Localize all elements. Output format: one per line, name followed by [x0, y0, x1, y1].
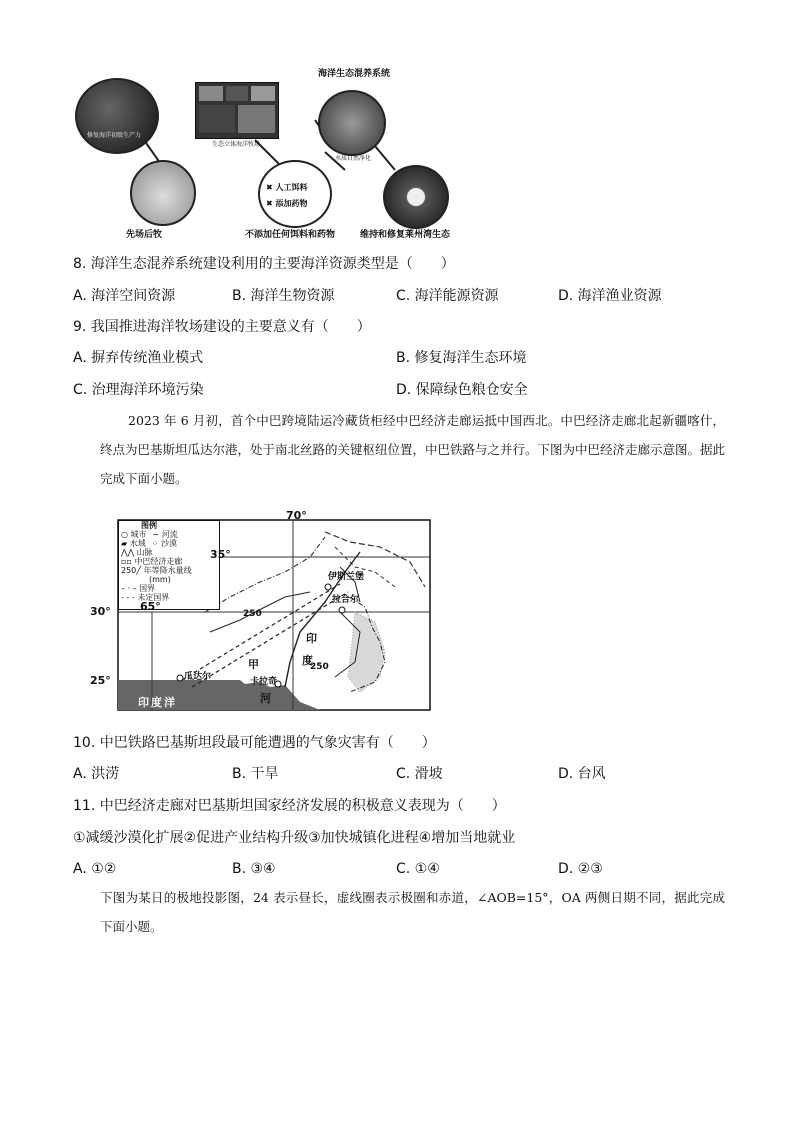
question-10-option-a: A. 洪涝	[73, 766, 120, 782]
cpec-map	[90, 509, 435, 712]
question-10-option-b: B. 干旱	[232, 766, 279, 782]
figure-title: 海洋生态混养系统	[318, 69, 391, 79]
feed-icon: ✖	[266, 183, 273, 192]
lon-65-label: 65°	[140, 600, 161, 613]
circle-photo-water	[318, 90, 386, 156]
question-10-option-c: C. 滑坡	[396, 766, 443, 782]
question-11-option-a: A. ①②	[73, 861, 117, 877]
legend-item-feed: ✖ 人工饵料	[266, 183, 308, 192]
city-lahore	[339, 607, 345, 613]
lat-30-label: 30°	[90, 605, 111, 618]
river-label-yin: 印	[306, 632, 317, 645]
corridor-symbol-icon: ▫▫	[121, 557, 132, 566]
city-symbol-icon: ○	[121, 530, 128, 539]
lat-25-label: 25°	[90, 674, 111, 687]
question-9-option-a: A. 摒弃传统渔业模式	[73, 350, 204, 366]
city-label-karachi: 卡拉奇	[250, 677, 278, 687]
question-9-option-b: B. 修复海洋生态环境	[396, 350, 527, 366]
caption-middle: 不添加任何饵料和药物	[245, 230, 336, 240]
mountain-symbol-icon: ⋀⋀	[121, 548, 135, 557]
question-11-statement: ①减缓沙漠化扩展②促进产业结构升级③加快城镇化进程④增加当地就业	[73, 830, 516, 846]
question-11-stem: 11. 中巴经济走廊对巴基斯坦国家经济发展的积极意义表现为（ ）	[73, 798, 506, 814]
circle-legend	[258, 160, 332, 228]
caption-left: 先场后牧	[126, 230, 163, 240]
passage-polar: 下图为某日的极地投影图，24 表示昼长，虚线圈表示极圈和赤道，∠AOB=15°，OA 两侧日期不同，据此完成下面小题。	[100, 890, 725, 934]
question-11-option-c: C. ①④	[396, 861, 440, 877]
city-label-lahore: 拉合尔	[332, 595, 360, 605]
question-9-option-c: C. 治理海洋环境污染	[73, 382, 204, 398]
point-jia-label: 甲	[248, 658, 259, 671]
question-8-option-d: D. 海洋渔业资源	[558, 288, 662, 304]
lat-35-label: 35°	[210, 548, 231, 561]
desert-symbol-icon: ⁘	[151, 539, 159, 548]
circle-photo-text: 修复海洋初级生产力	[87, 132, 142, 139]
circle-photo-water-caption: 水质自然净化	[335, 155, 372, 162]
river-label-du: 度	[302, 654, 313, 667]
city-gwadar	[177, 675, 183, 681]
question-11-option-b: B. ③④	[232, 861, 276, 877]
river-symbol-icon: ∽	[152, 530, 160, 539]
ocean-label: 印度洋	[138, 696, 177, 709]
question-8-stem: 8. 海洋生态混养系统建设利用的主要海洋资源类型是（ ）	[73, 256, 455, 272]
city-islamabad	[325, 584, 331, 590]
circle-photo-bay	[383, 165, 449, 229]
question-8-option-c: C. 海洋能源资源	[396, 288, 499, 304]
question-9-option-d: D. 保障绿色粮仓安全	[396, 382, 528, 398]
center-photo-caption: 生态立体海洋牧场	[212, 141, 261, 148]
legend-item-drug: ✖ 添加药物	[266, 199, 308, 208]
drug-icon: ✖	[266, 199, 273, 208]
caption-right: 维持和修复莱州湾生态	[360, 230, 451, 240]
question-10-stem: 10. 中巴铁路巴基斯坦段最可能遭遇的气象灾害有（ ）	[73, 735, 436, 751]
city-label-islamabad: 伊斯兰堡	[328, 572, 365, 582]
lon-70-label: 70°	[286, 509, 307, 522]
water-symbol-icon: ▰	[121, 539, 128, 548]
center-photo-collage	[195, 82, 279, 139]
circle-photo-coast	[130, 160, 196, 226]
river-label-he: 河	[260, 692, 271, 705]
question-10-option-d: D. 台风	[558, 766, 606, 782]
map-legend: 图例 ○ 城市 ∽ 河流 ▰ 水域 ⁘ 沙漠 ⋀⋀ 山脉 ▫▫ 中巴经济走廊 250╱ 年等降水量线 (mm) – · – 国界 - - - 未定国界	[118, 520, 220, 610]
passage-cpec: 2023 年 6 月初，首个中巴跨境陆运冷藏货柜经中巴经济走廊运抵中国西北。中巴经济走廊北起新疆喀什，终点为巴基斯坦瓜达尔港，处于南北丝路的关键枢纽位置，中巴铁路与之并行。下图为中巴经济走廊示意图。据此完成下面小题。	[100, 413, 726, 486]
question-9-stem: 9. 我国推进海洋牧场建设的主要意义有（ ）	[73, 319, 371, 335]
question-11-option-d: D. ②③	[558, 861, 603, 877]
circle-photo-ocean	[75, 78, 159, 154]
city-label-gwadar: 瓜达尔	[184, 672, 212, 682]
question-8-option-b: B. 海洋生物资源	[232, 288, 335, 304]
isohyet-label-west: 250	[243, 609, 262, 619]
isohyet-label-east: 250	[310, 662, 329, 672]
question-8-option-a: A. 海洋空间资源	[73, 288, 176, 304]
